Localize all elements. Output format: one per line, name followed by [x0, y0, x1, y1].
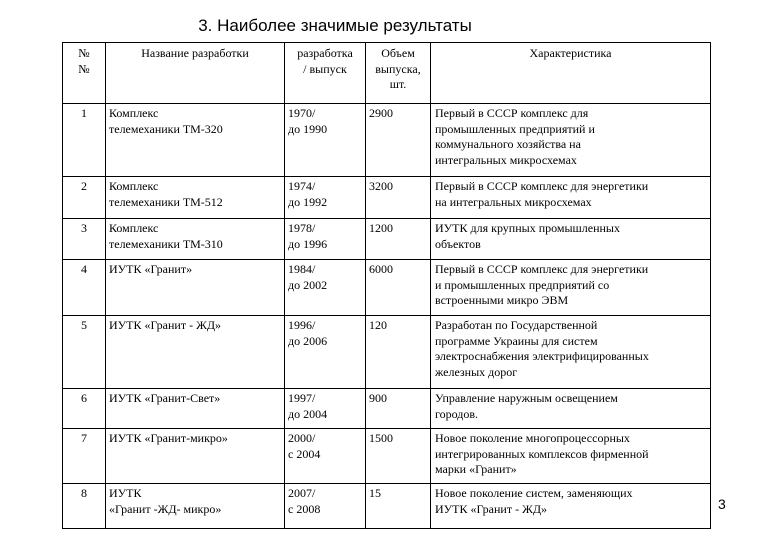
row-name: ИУТК «Гранит-Свет»	[106, 389, 285, 429]
row-years: 1984/ до 2002	[285, 260, 366, 316]
table-row	[63, 104, 711, 177]
row-characteristic: Первый в СССР комплекс для энергетики и промышленных предприятий со встроенными микро ЭВМ	[431, 260, 711, 316]
row-num: 1	[63, 104, 106, 177]
row-num: 3	[63, 219, 106, 260]
row-volume: 3200	[366, 177, 431, 219]
header-volume: Объем выпуска, шт.	[366, 43, 431, 104]
row-name: ИУТК «Гранит - ЖД»	[106, 316, 285, 389]
row-characteristic: Новое поколение систем, заменяющих ИУТК «Гранит - ЖД»	[431, 484, 711, 529]
row-volume: 15	[366, 484, 431, 529]
row-name: ИУТК «Гранит-микро»	[106, 429, 285, 484]
row-volume: 1500	[366, 429, 431, 484]
page-title: 3. Наиболее значимые результаты	[198, 16, 472, 35]
table-row	[63, 484, 711, 529]
row-name: Комплекс телемеханики ТМ-310	[106, 219, 285, 260]
row-num: 6	[63, 389, 106, 429]
row-num: 5	[63, 316, 106, 389]
table-header-row	[63, 43, 711, 104]
row-name: Комплекс телемеханики ТМ-320	[106, 104, 285, 177]
row-volume: 6000	[366, 260, 431, 316]
row-characteristic: Управление наружным освещением городов.	[431, 389, 711, 429]
row-years: 1970/ до 1990	[285, 104, 366, 177]
row-name: ИУТК «Гранит -ЖД- микро»	[106, 484, 285, 529]
row-years: 1997/ до 2004	[285, 389, 366, 429]
row-volume: 1200	[366, 219, 431, 260]
table-row	[63, 429, 711, 484]
row-years: 1974/ до 1992	[285, 177, 366, 219]
row-volume: 2900	[366, 104, 431, 177]
row-years: 1978/ до 1996	[285, 219, 366, 260]
header-years: разработка / выпуск	[285, 43, 366, 104]
header-characteristic: Характеристика	[431, 43, 711, 104]
row-num: 4	[63, 260, 106, 316]
row-years: 2007/ с 2008	[285, 484, 366, 529]
table-row	[63, 260, 711, 316]
table-row	[63, 219, 711, 260]
header-name: Название разработки	[106, 43, 285, 104]
header-num: № №	[63, 43, 106, 104]
table-row	[63, 316, 711, 389]
row-volume: 120	[366, 316, 431, 389]
table-row	[63, 389, 711, 429]
row-characteristic: Первый в СССР комплекс для энергетики на интегральных микросхемах	[431, 177, 711, 219]
row-years: 2000/ с 2004	[285, 429, 366, 484]
row-characteristic: Разработан по Государственной программе Украины для систем электроснабжения электрифицированных железных дорог	[431, 316, 711, 389]
row-name: ИУТК «Гранит»	[106, 260, 285, 316]
table-row	[63, 177, 711, 219]
row-characteristic: Первый в СССР комплекс для промышленных предприятий и коммунального хозяйства на интегральных микросхемах	[431, 104, 711, 177]
row-characteristic: Новое поколение многопроцессорных интегрированных комплексов фирменной марки «Гранит»	[431, 429, 711, 484]
row-years: 1996/ до 2006	[285, 316, 366, 389]
row-characteristic: ИУТК для крупных промышленных объектов	[431, 219, 711, 260]
row-num: 2	[63, 177, 106, 219]
row-volume: 900	[366, 389, 431, 429]
row-num: 7	[63, 429, 106, 484]
results-table	[62, 42, 711, 529]
page-number: 3	[718, 496, 726, 512]
row-num: 8	[63, 484, 106, 529]
row-name: Комплекс телемеханики ТМ-512	[106, 177, 285, 219]
